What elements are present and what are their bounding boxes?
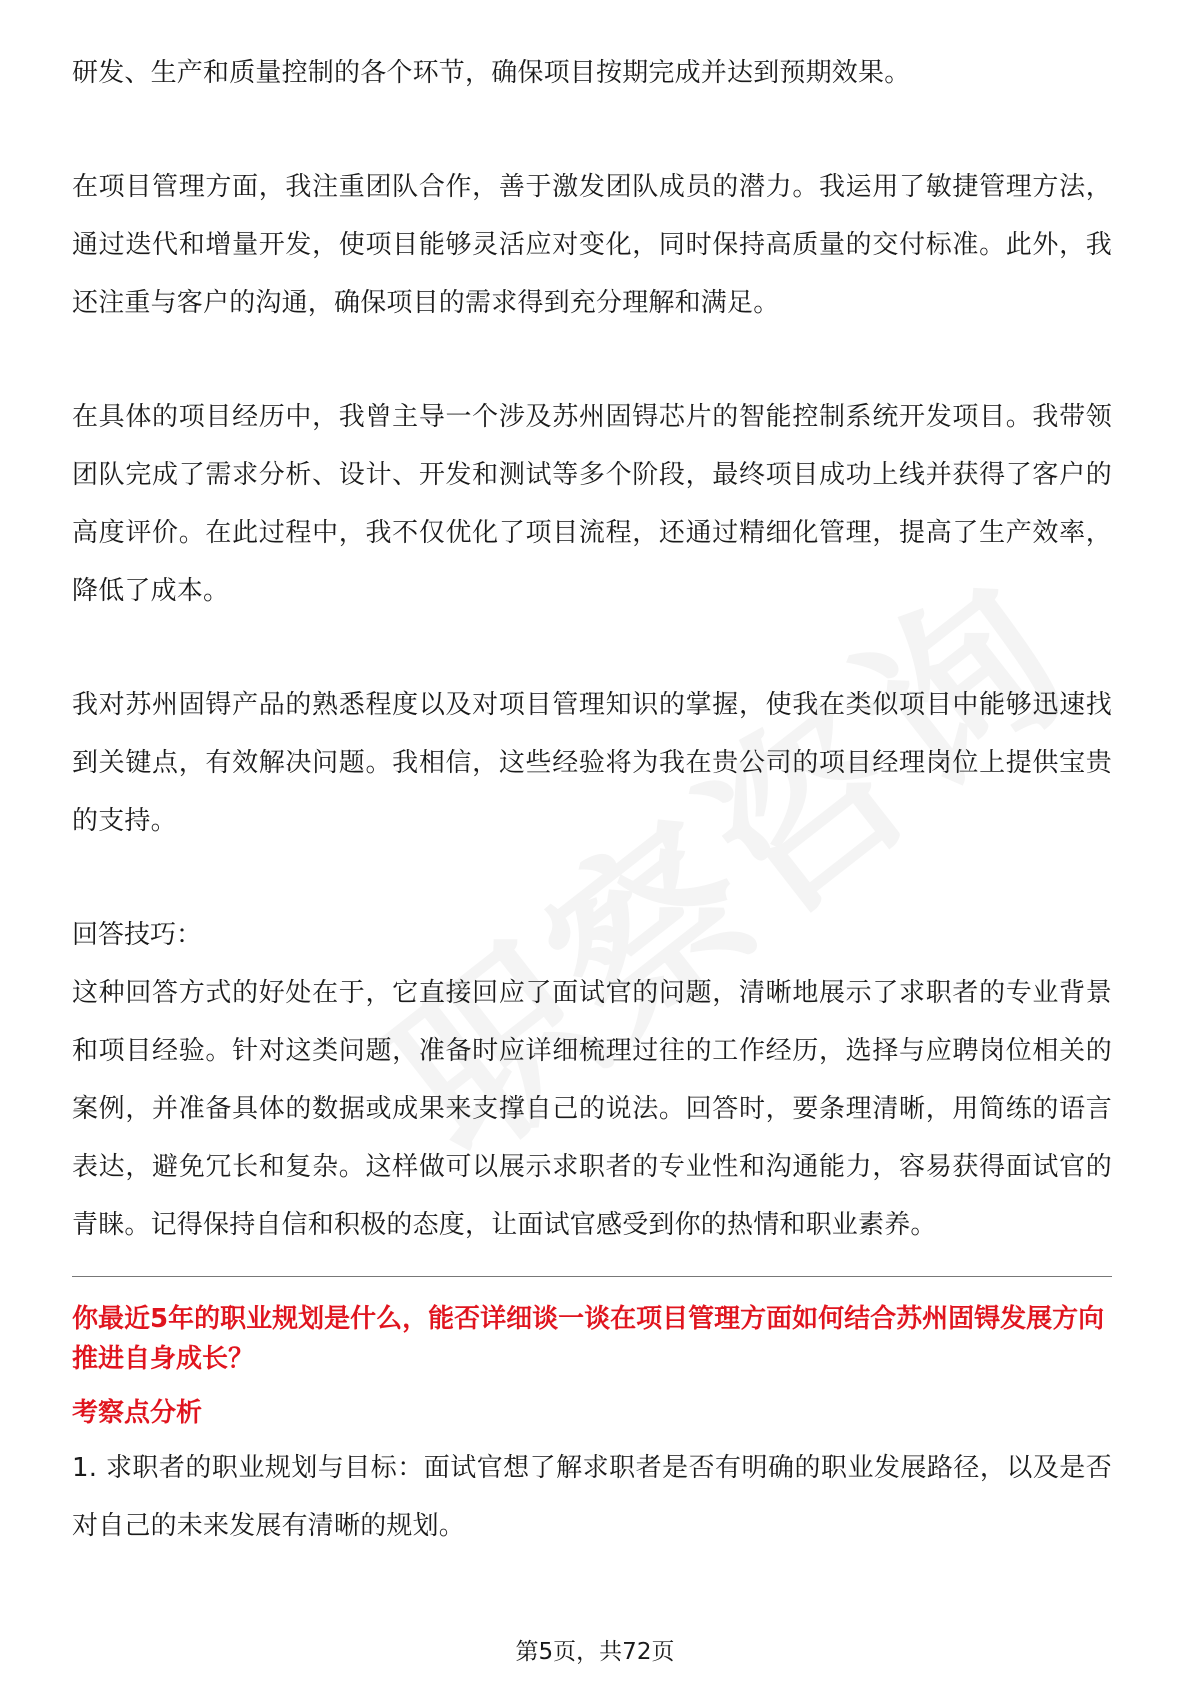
paragraph-product-familiarity: 我对苏州固锝产品的熟悉程度以及对项目管理知识的掌握，使我在类似项目中能够迅速找到关键点，有效解决问题。我相信，这些经验将为我在贵公司的项目经理岗位上提供宝贵的支持。 <box>72 690 1112 836</box>
section-divider <box>72 1276 1112 1277</box>
analysis-heading: 考察点分析 <box>72 1398 203 1428</box>
tips-label: 回答技巧： <box>72 920 203 950</box>
page-number: 第5页，共72页 <box>515 1639 675 1665</box>
page-content <box>72 44 1112 1555</box>
tips-text: 这种回答方式的好处在于，它直接回应了面试官的问题，清晰地展示了求职者的专业背景和项目经验。针对这类问题，准备时应详细梳理过往的工作经历，选择与应聘岗位相关的案例，并准备具体的数据或成果来支撑自己的说法。回答时，要条理清晰，用简练的语言表达，避免冗长和复杂。这样做可以展示求职者的专业性和沟通能力，容易获得面试官的青睐。记得保持自信和积极的态度，让面试官感受到你的热情和职业素养。 <box>72 978 1112 1240</box>
paragraph-project-experience: 在具体的项目经历中，我曾主导一个涉及苏州固锝芯片的智能控制系统开发项目。我带领团队完成了需求分析、设计、开发和测试等多个阶段，最终项目成功上线并获得了客户的高度评价。在此过程中，我不仅优化了项目流程，还通过精细化管理，提高了生产效率，降低了成本。 <box>72 402 1112 606</box>
analysis-point-1: 1. 求职者的职业规划与目标：面试官想了解求职者是否有明确的职业发展路径，以及是否对自己的未来发展有清晰的规划。 <box>72 1453 1112 1541</box>
paragraph-continuation: 研发、生产和质量控制的各个环节，确保项目按期完成并达到预期效果。 <box>72 58 911 88</box>
question-title: 你最近5年的职业规划是什么，能否详细谈一谈在项目管理方面如何结合苏州固锝发展方向推进自身成长？ <box>72 1304 1105 1374</box>
paragraph-project-management: 在项目管理方面，我注重团队合作，善于激发团队成员的潜力。我运用了敏捷管理方法，通过迭代和增量开发，使项目能够灵活应对变化，同时保持高质量的交付标准。此外，我还注重与客户的沟通，确保项目的需求得到充分理解和满足。 <box>72 172 1112 318</box>
